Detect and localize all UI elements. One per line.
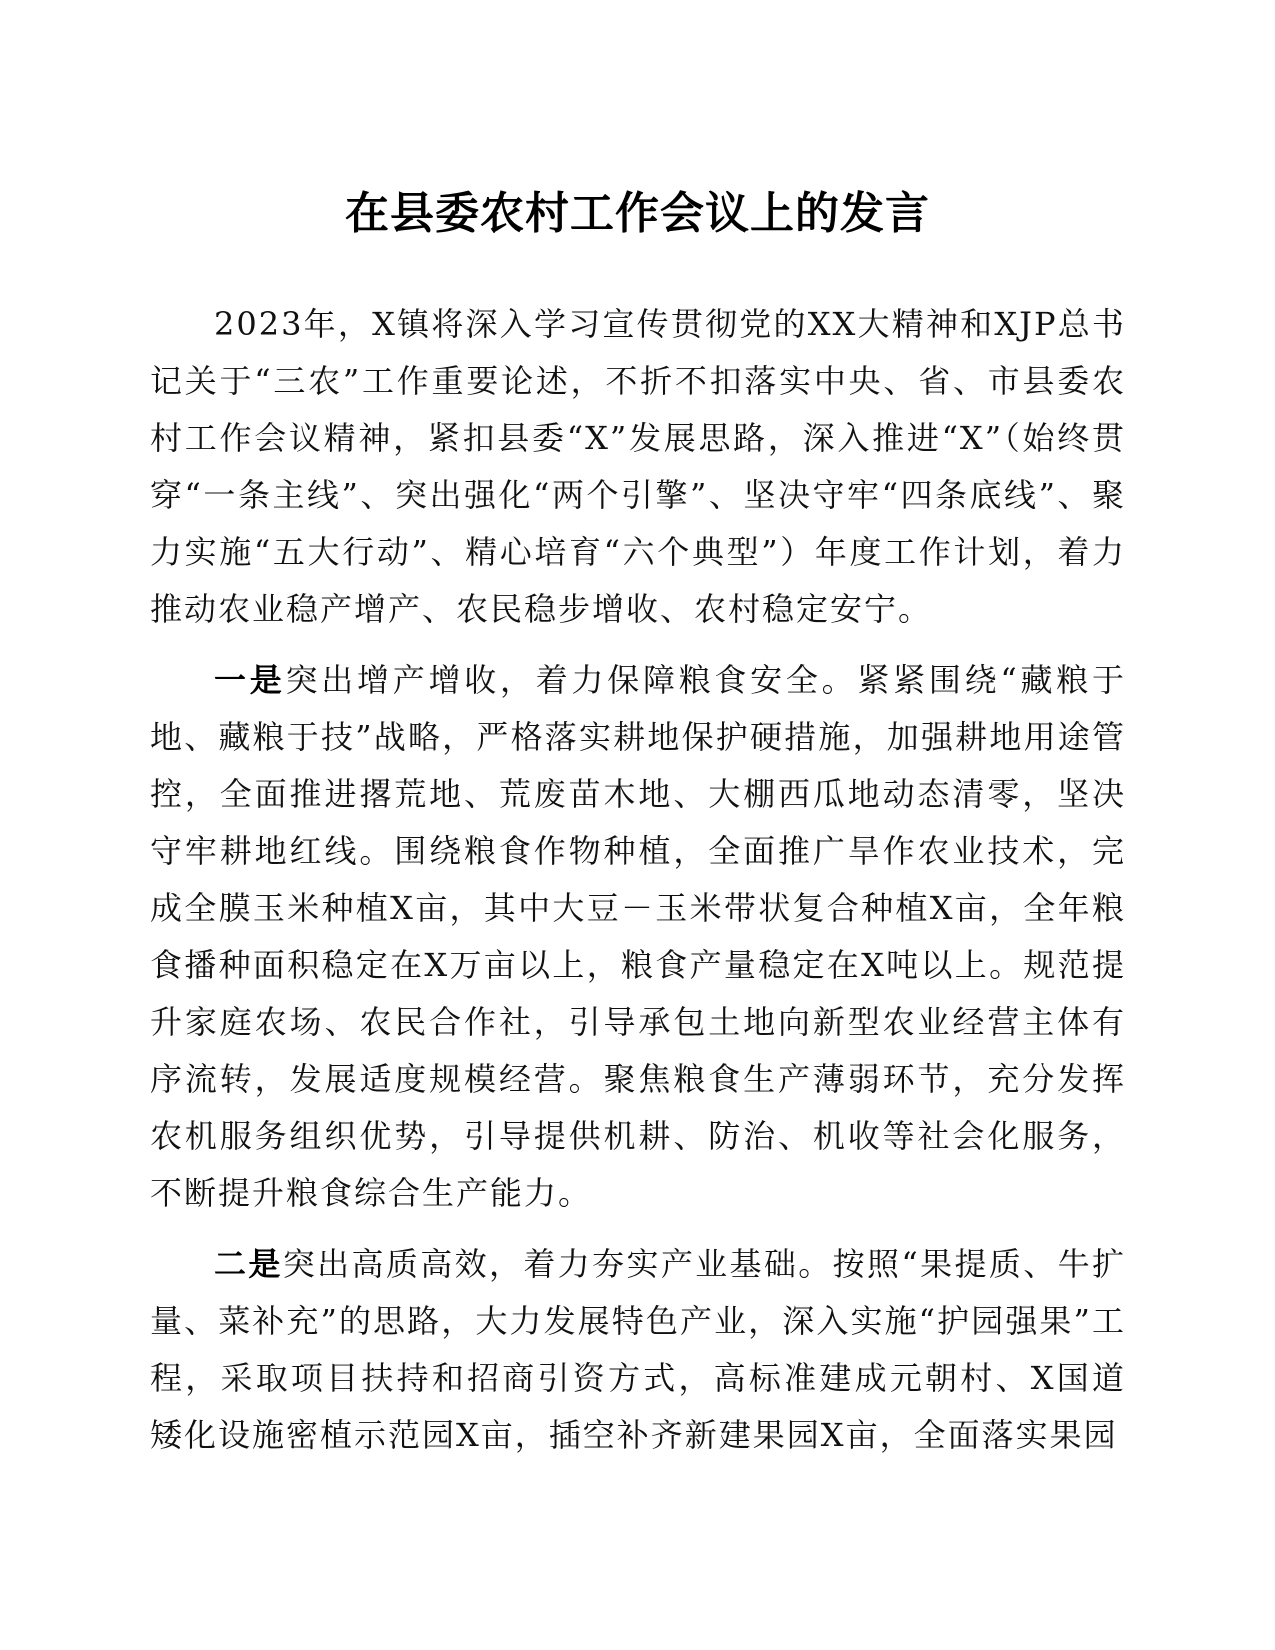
section-paragraph-1 (150, 652, 1126, 1222)
intro-paragraph: 2023年，X镇将深入学习宣传贯彻党的XX大精神和XJP总书记关于“三农”工作重要论述，不折不扣落实中央、省、市县委农村工作会议精神，紧扣县委“X”发展思路，深入推进“X”（始终贯穿“一条主线”、突出强化“两个引擎”、坚决守牢“四条底线”、聚力实施“五大行动”、精心培育“六个典型”）年度工作计划，着力推动农业稳产增产、农民稳步增收、农村稳定安宁。 (150, 305, 1126, 628)
document-title: 在县委农村工作会议上的发言 (345, 188, 930, 239)
section-paragraph-2 (150, 1236, 1126, 1464)
section-text-2: 突出高质高效，着力夯实产业基础。按照“果提质、牛扩量、菜补充”的思路，大力发展特色产业，深入实施“护园强果”工程，采取项目扶持和招商引资方式，高标准建成元朝村、X国道矮化设施密植示范园X亩，插空补齐新建果园X亩，全面落实果园 (150, 1245, 1126, 1454)
document-body (150, 296, 1126, 1478)
section-lead-2: 二是 (214, 1245, 283, 1283)
section-text-1: 突出增产增收，着力保障粮食安全。紧紧围绕“藏粮于地、藏粮于技”战略，严格落实耕地保护硬措施，加强耕地用途管控，全面推进撂荒地、荒废苗木地、大棚西瓜地动态清零，坚决守牢耕地红线。围绕粮食作物种植，全面推广旱作农业技术，完成全膜玉米种植X亩，其中大豆－玉米带状复合种植X亩，全年粮食播种面积稳定在X万亩以上，粮食产量稳定在X吨以上。规范提升家庭农场、农民合作社，引导承包土地向新型农业经营主体有序流转，发展适度规模经营。聚焦粮食生产薄弱环节，充分发挥农机服务组织优势，引导提供机耕、防治、机收等社会化服务，不断提升粮食综合生产能力。 (150, 661, 1126, 1212)
section-lead-1: 一是 (214, 661, 286, 699)
